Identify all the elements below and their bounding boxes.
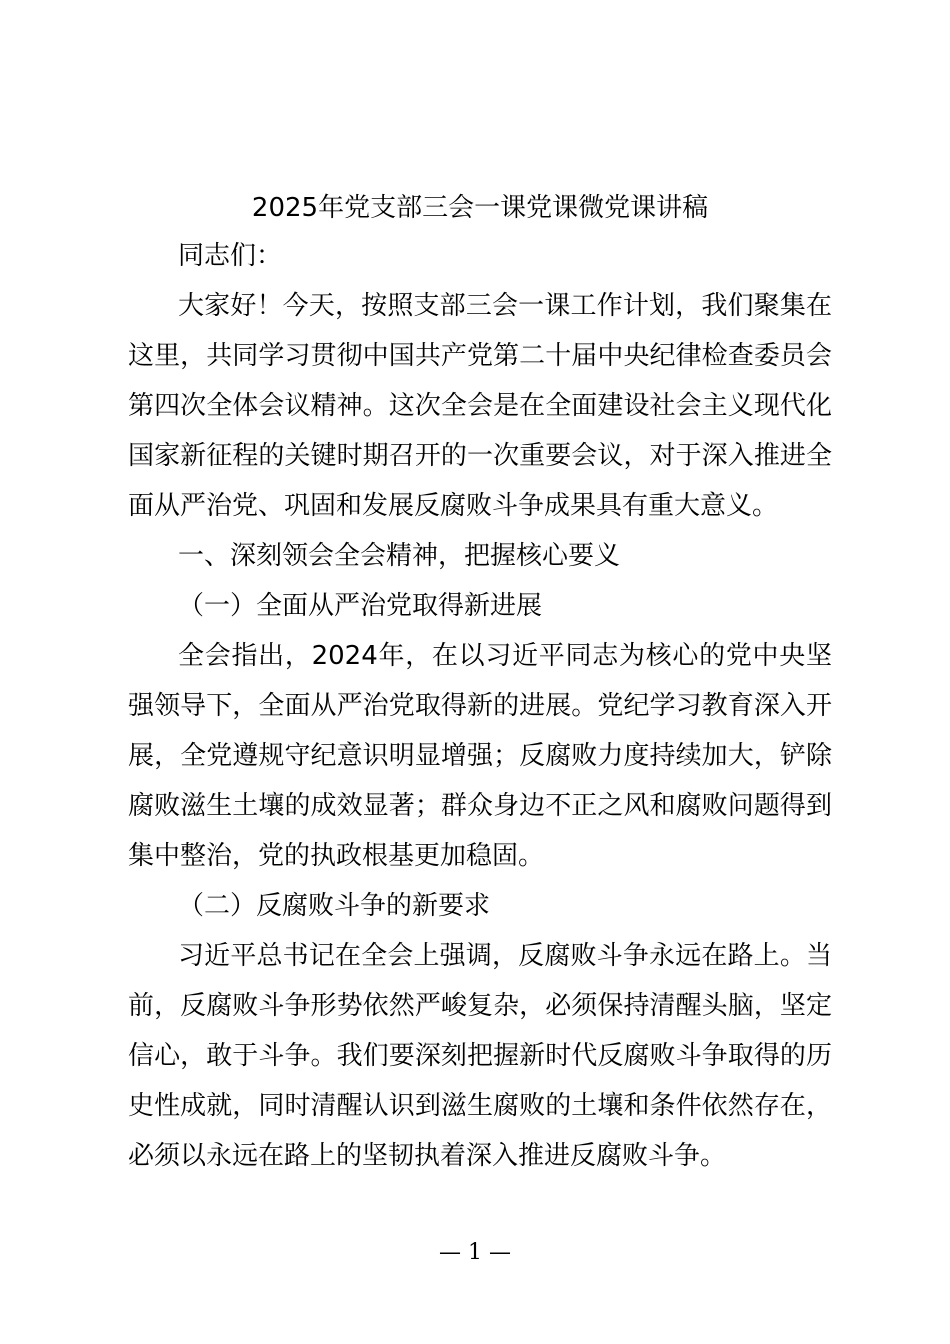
paragraph-line: 国家新征程的关键时期召开的一次重要会议，对于深入推进全	[128, 441, 832, 471]
paragraph-line: 前，反腐败斗争形势依然严峻复杂，必须保持清醒头脑，坚定	[128, 991, 832, 1021]
subsection-heading: （一）全面从严治党取得新进展	[178, 591, 543, 621]
paragraph-line: 必须以永远在路上的坚韧执着深入推进反腐败斗争。	[128, 1141, 727, 1171]
paragraph-line: 面从严治党、巩固和发展反腐败斗争成果具有重大意义。	[128, 491, 779, 521]
paragraph-line: 习近平总书记在全会上强调，反腐败斗争永远在路上。当	[178, 941, 832, 971]
paragraph-line: 全会指出，2024年，在以习近平同志为核心的党中央坚	[178, 641, 832, 671]
document-title: 2025年党支部三会一课党课微党课讲稿	[251, 193, 709, 223]
page-number: — 1 —	[439, 1240, 511, 1265]
section-heading: 一、深刻领会全会精神，把握核心要义	[178, 541, 621, 571]
paragraph-line: 第四次全体会议精神。这次全会是在全面建设社会主义现代化	[128, 391, 832, 421]
paragraph-line: 展，全党遵规守纪意识明显增强；反腐败力度持续加大，铲除	[128, 741, 832, 771]
paragraph-line: 集中整治，党的执政根基更加稳固。	[128, 841, 545, 871]
paragraph-line: 强领导下，全面从严治党取得新的进展。党纪学习教育深入开	[128, 691, 832, 721]
paragraph-line: 史性成就，同时清醒认识到滋生腐败的土壤和条件依然存在，	[128, 1091, 832, 1121]
paragraph-line: 信心，敢于斗争。我们要深刻把握新时代反腐败斗争取得的历	[128, 1041, 832, 1071]
paragraph-line: 大家好！今天，按照支部三会一课工作计划，我们聚集在	[178, 291, 832, 321]
paragraph-line: 腐败滋生土壤的成效显著；群众身边不正之风和腐败问题得到	[128, 791, 832, 821]
subsection-heading: （二）反腐败斗争的新要求	[178, 891, 491, 921]
salutation: 同志们：	[178, 241, 283, 271]
paragraph-line: 这里，共同学习贯彻中国共产党第二十届中央纪律检查委员会	[128, 341, 832, 371]
